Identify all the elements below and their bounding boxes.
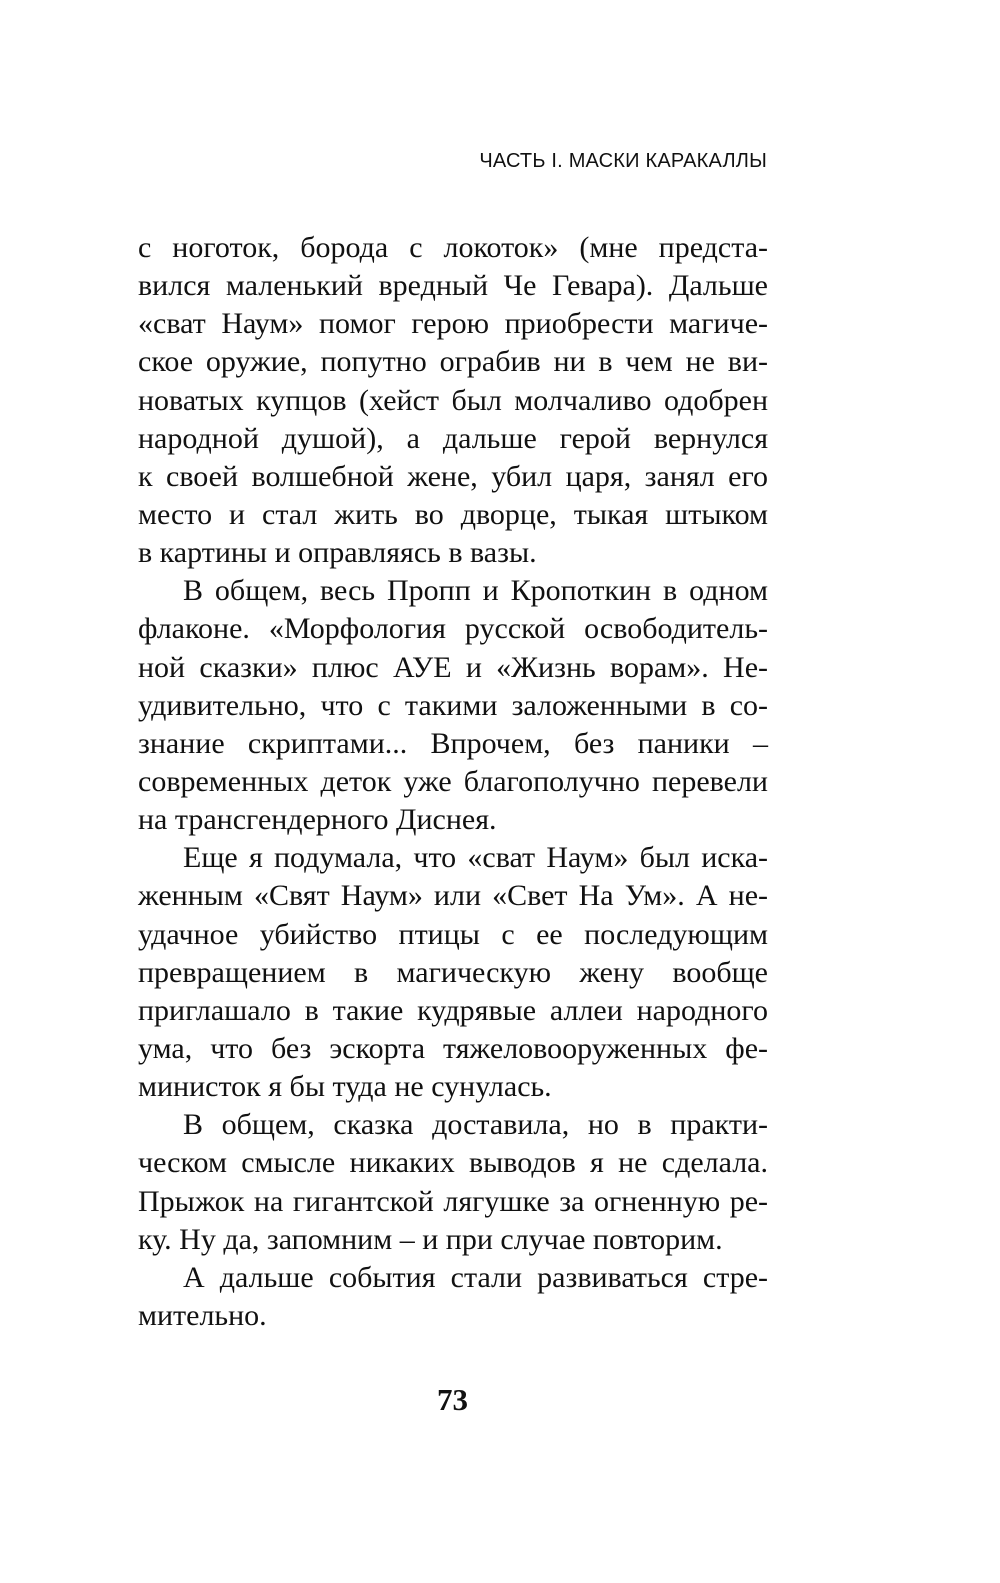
text-line: министок я бы туда не сунулась. — [138, 1070, 552, 1104]
text-line: мительно. — [138, 1298, 267, 1332]
running-header: ЧАСТЬ I. МАСКИ КАРАКАЛЛЫ — [479, 150, 767, 172]
paragraph — [138, 1106, 768, 1259]
paragraph — [138, 572, 768, 839]
text-line: ческом смысле никаких выводов я не сделала. — [138, 1146, 768, 1180]
text-line: В общем, сказка доставила, но в практи- — [183, 1108, 768, 1142]
text-line: А дальше события стали развиваться стре- — [183, 1260, 768, 1294]
text-line: флаконе. «Морфология русской освободитель- — [138, 612, 768, 646]
text-line: современных деток уже благополучно перевели — [138, 764, 768, 798]
text-line: ку. Ну да, запомним – и при случае повторим. — [138, 1222, 723, 1256]
text-line: к своей волшебной жене, убил царя, занял его — [138, 459, 768, 493]
text-line: место и стал жить во дворце, тыкая штыком — [138, 497, 768, 531]
text-line: с ноготок, борода с локоток» (мне предста- — [138, 231, 768, 264]
page-number: 73 — [437, 1382, 468, 1417]
text-line: Еще я подумала, что «сват Наум» был иска- — [183, 841, 768, 875]
paragraph — [138, 229, 768, 572]
text-line: ума, что без эскорта тяжеловооруженных фе- — [138, 1031, 768, 1065]
text-line: Прыжок на гигантской лягушке за огненную ре- — [138, 1184, 768, 1218]
text-body — [138, 229, 768, 1335]
text-line: ной сказки» плюс АУЕ и «Жизнь ворам». Не- — [138, 650, 768, 684]
text-line: «сват Наум» помог герою приобрести магиче- — [138, 307, 768, 341]
text-line: новатых купцов (хейст был молчаливо одобрен — [138, 383, 768, 417]
paragraph — [138, 1259, 768, 1335]
text-line: вился маленький вредный Че Гевара). Дальше — [138, 269, 768, 303]
text-line: В общем, весь Пропп и Кропоткин в одном — [183, 574, 768, 608]
text-line: народной душой), а дальше герой вернулся — [138, 421, 768, 455]
text-line: в картины и оправляясь в вазы. — [138, 536, 537, 570]
text-line: приглашало в такие кудрявые аллеи народного — [138, 993, 768, 1027]
text-line: удачное убийство птицы с ее последующим — [138, 917, 768, 951]
text-line: знание скриптами... Впрочем, без паники – — [138, 726, 768, 760]
text-line: на трансгендерного Диснея. — [138, 803, 497, 837]
text-line: превращением в магическую жену вообще — [138, 955, 768, 989]
text-line: женным «Свят Наум» или «Свет На Ум». А не- — [138, 879, 768, 913]
text-line: удивительно, что с такими заложенными в со- — [138, 688, 768, 722]
text-line: ское оружие, попутно ограбив ни в чем не ви- — [138, 345, 768, 379]
paragraph — [138, 839, 768, 1106]
